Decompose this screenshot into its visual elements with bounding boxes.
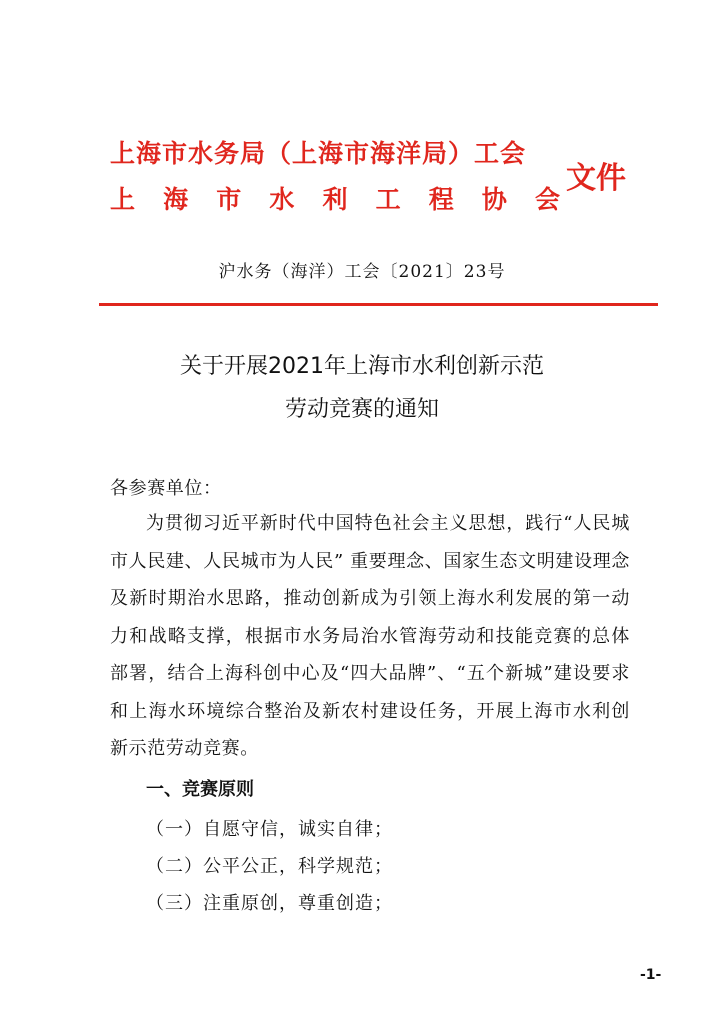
section-heading: 一、竞赛原则	[146, 779, 254, 800]
principle-item: （三）注重原创，尊重创造；	[146, 893, 393, 914]
document-type-label: 文件	[566, 161, 626, 196]
salutation: 各参赛单位：	[110, 478, 222, 499]
principle-item: （二）公平公正，科学规范；	[146, 856, 393, 877]
page-number: -1-	[640, 967, 662, 983]
issuing-organization-1: 上海市水务局（上海市海洋局）工会	[110, 139, 527, 168]
notice-title-line-2: 劳动竞赛的通知	[284, 397, 439, 422]
document-number: 沪水务（海洋）工会〔2021〕23号	[218, 262, 506, 282]
red-separator-rule	[99, 303, 658, 306]
issuing-organization-2: 上海市水利工程协会	[110, 185, 560, 214]
notice-title-line-1: 关于开展2021年上海市水利创新示范	[180, 354, 544, 379]
principle-item: （一）自愿守信，诚实自律；	[146, 819, 393, 840]
body-paragraph: 为贯彻习近平新时代中国特色社会主义思想，践行“人民城市人民建、人民城市为人民” 重要理念、国家生态文明建设理念及新时期治水思路，推动创新成为引领上海水利发展的第一动力和战略支撑，根据市水务局治水管海劳动和技能竞赛的总体部署，结合上海科创中心及“四大品牌”、“五个新城”建设要求和上海水环境综合整治及新农村建设任务，开展上海市水利创新示范劳动竞赛。	[110, 513, 630, 759]
